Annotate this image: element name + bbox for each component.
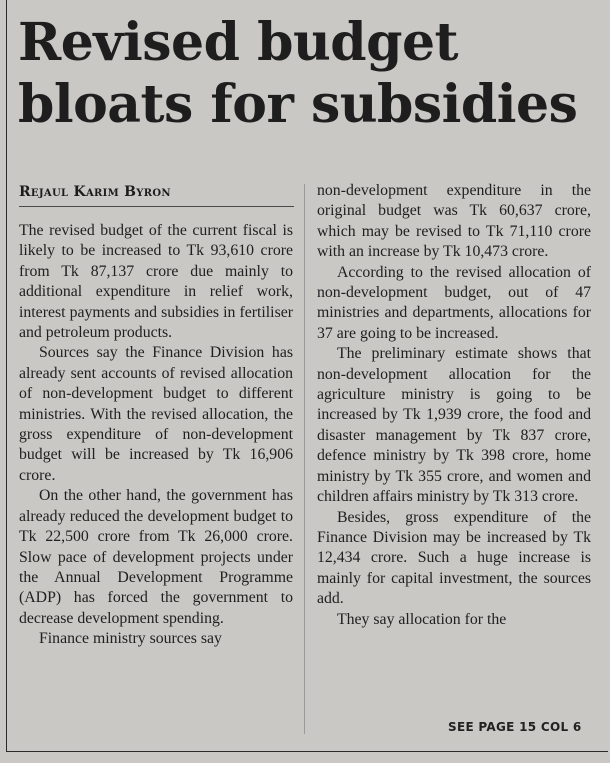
paragraph: On the other hand, the government has already reduced the development budget to Tk 22,500 crore from Tk 26,000 crore. Slow pace of development projects under the Annual Development Programme (ADP) has forced the government to decrease development spending.	[19, 487, 293, 627]
column-2	[317, 181, 591, 630]
continued-on-page-link[interactable]: SEE PAGE 15 COL 6	[448, 720, 582, 734]
headline-line-2: bloats for subsidies	[18, 74, 578, 135]
headline	[18, 12, 603, 136]
paragraph: They say allocation for the	[337, 610, 507, 628]
byline: Rejaul Karim Byron	[19, 184, 294, 207]
column-1	[19, 221, 293, 650]
column-divider	[304, 184, 305, 734]
headline-line-1: Revised budget	[18, 12, 459, 73]
paragraph: non-development expenditure in the original budget was Tk 60,637 crore, which may be revised to Tk 71,110 crore with an increase by Tk 10,473 crore.	[317, 182, 591, 261]
paragraph: Besides, gross expenditure of the Finance Division may be increased by Tk 12,434 crore. Such a huge increase is mainly for capital investment, the sources add.	[317, 508, 591, 608]
paragraph: The preliminary estimate shows that non-development allocation for the agriculture ministry is going to be increased by Tk 1,939 crore, the food and disaster management by Tk 837 crore, defence ministry by Tk 398 crore, home ministry by Tk 355 crore, and women and children affairs ministry by Tk 313 crore.	[317, 345, 591, 506]
paragraph: The revised budget of the current fiscal is likely to be increased to Tk 93,610 crore from Tk 87,137 crore due mainly to additional expenditure in relief work, interest payments and subsidies in fertiliser and petroleum products.	[19, 222, 293, 342]
paragraph: Sources say the Finance Division has already sent accounts of revised allocation of non-development budget to different ministries. With the revised allocation, the gross expenditure of non-development budget will be increased by Tk 16,906 crore.	[19, 344, 293, 484]
paragraph: According to the revised allocation of non-development budget, out of 47 ministries and departments, allocations for 37 are going to be increased.	[317, 263, 591, 342]
paragraph: Finance ministry sources say	[39, 630, 222, 648]
